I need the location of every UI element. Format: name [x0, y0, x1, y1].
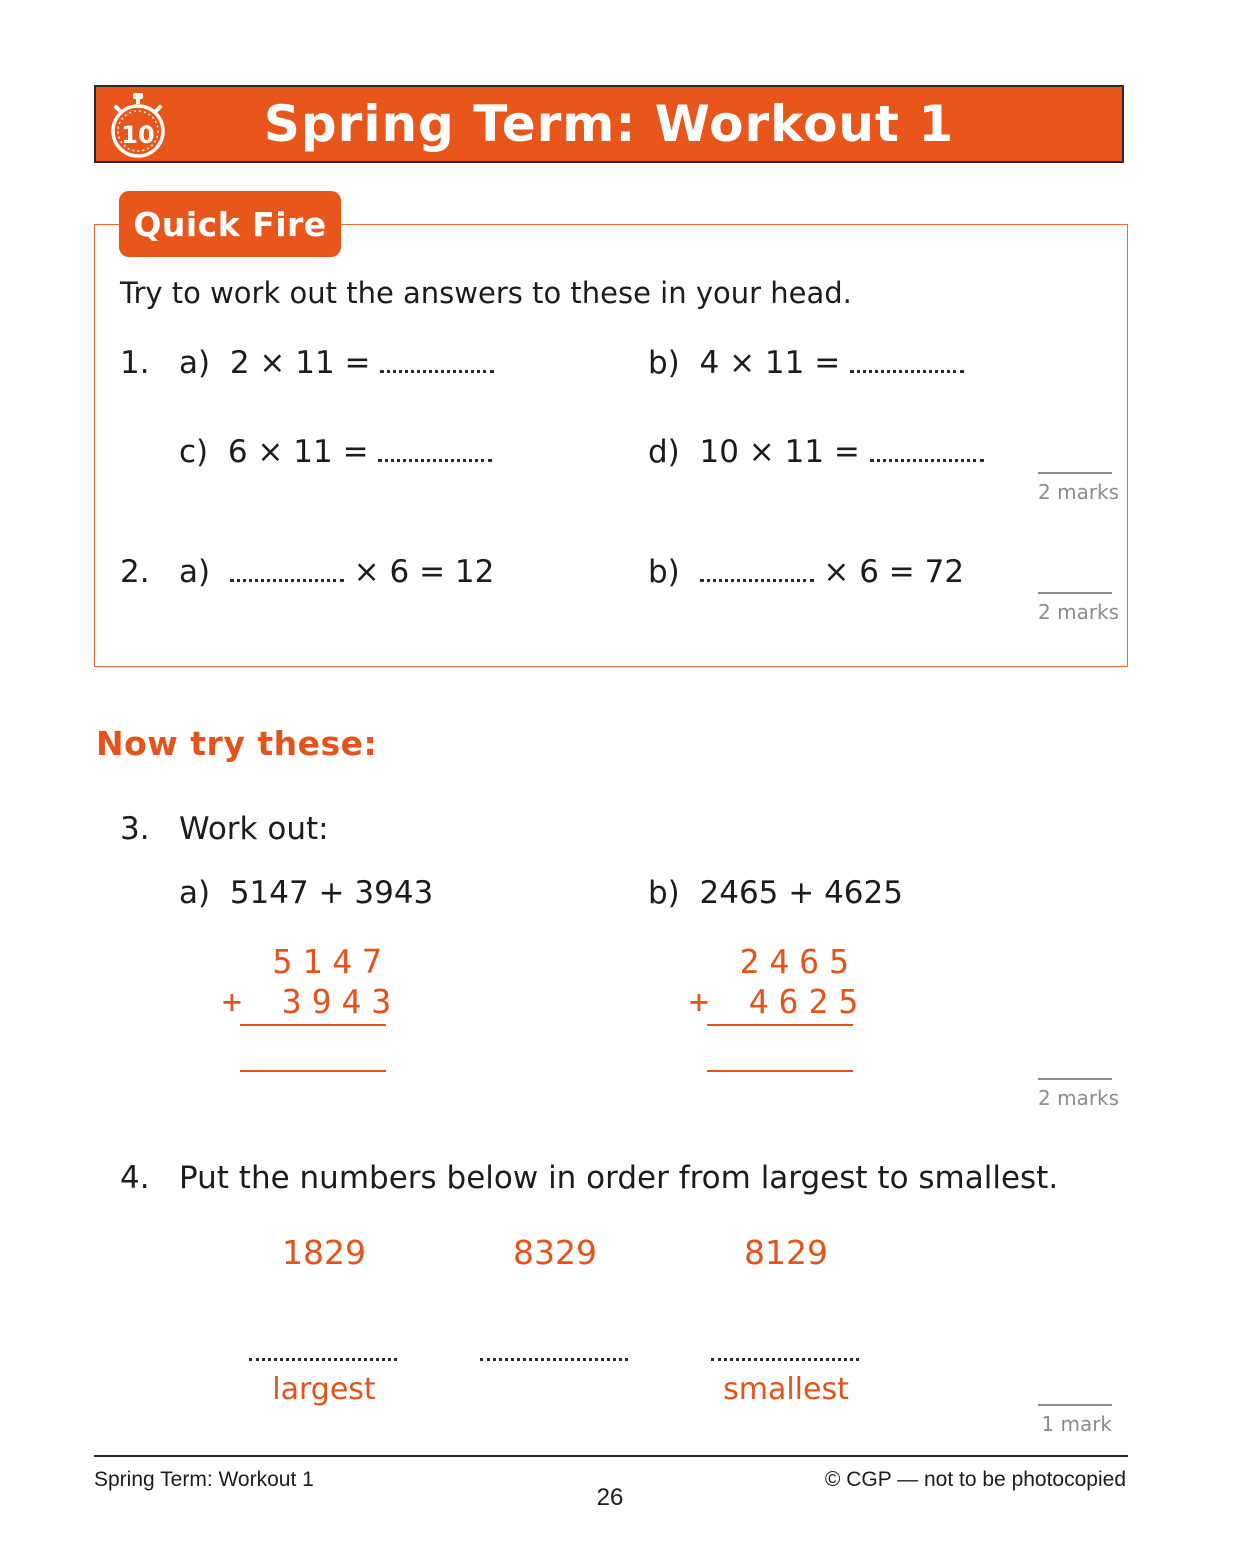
order-number-1: 1829	[282, 1233, 366, 1272]
question-1a-expression: 2 × 11 =	[229, 345, 371, 381]
order-number-2: 8329	[513, 1233, 597, 1272]
answer-line-3b[interactable]	[707, 1070, 853, 1072]
sum-line-3a	[240, 1024, 386, 1026]
question-1b-label: b)	[648, 345, 680, 381]
order-number-3: 8129	[744, 1233, 828, 1272]
sum-line-3b	[707, 1024, 853, 1026]
answer-blank-1b[interactable]	[850, 350, 964, 373]
page-title: Spring Term: Workout 1	[263, 95, 955, 153]
question-1d-label: d)	[648, 434, 680, 470]
question-1b	[648, 345, 964, 381]
question-3b-label: b)	[648, 875, 680, 911]
marks-q1: 2 marks	[1038, 472, 1112, 504]
column-addition-3b-bottom: + 4625	[689, 982, 869, 1021]
question-2a-expression: × 6 = 12	[353, 554, 495, 590]
question-2a	[179, 554, 494, 590]
column-addition-3a-bottom: + 3943	[222, 982, 402, 1021]
order-answer-blank-1[interactable]	[249, 1356, 397, 1361]
question-3-prompt: Work out:	[179, 811, 329, 847]
question-3a	[179, 875, 433, 911]
question-3-number: 3.	[120, 811, 150, 847]
marks-q3: 2 marks	[1038, 1078, 1112, 1110]
question-3a-label: a)	[179, 875, 211, 911]
label-smallest: smallest	[723, 1372, 849, 1407]
question-1d-expression: 10 × 11 =	[699, 434, 860, 470]
section-heading-now-try: Now try these:	[96, 724, 378, 763]
footer-right: © CGP — not to be photocopied	[824, 1468, 1126, 1491]
column-addition-3b-top: 2465	[739, 942, 859, 981]
answer-blank-2b[interactable]	[700, 559, 814, 582]
column-addition-3a-top: 5147	[272, 942, 392, 981]
question-2b	[648, 554, 964, 590]
question-1b-expression: 4 × 11 =	[699, 345, 841, 381]
marks-q2: 2 marks	[1038, 592, 1112, 624]
question-3b	[648, 875, 903, 911]
question-2b-expression: × 6 = 72	[823, 554, 965, 590]
label-largest: largest	[272, 1372, 376, 1407]
quick-fire-tab: Quick Fire	[119, 191, 341, 257]
question-4-number: 4.	[120, 1160, 150, 1196]
question-2-number: 2.	[120, 554, 150, 590]
order-answer-blank-2[interactable]	[480, 1356, 628, 1361]
question-1d	[648, 434, 984, 470]
page-number: 26	[596, 1484, 624, 1511]
quick-fire-instruction: Try to work out the answers to these in your head.	[120, 276, 852, 310]
answer-line-3a[interactable]	[240, 1070, 386, 1072]
footer-divider	[94, 1455, 1128, 1457]
question-1c	[179, 434, 492, 470]
question-1a-label: a)	[179, 345, 211, 381]
title-banner	[94, 85, 1124, 163]
marks-q4: 1 mark	[1038, 1404, 1112, 1436]
question-1-number: 1.	[120, 345, 150, 381]
order-answer-blank-3[interactable]	[711, 1356, 859, 1361]
question-1c-expression: 6 × 11 =	[227, 434, 369, 470]
question-2b-label: b)	[648, 554, 680, 590]
answer-blank-1c[interactable]	[378, 439, 492, 462]
footer-left: Spring Term: Workout 1	[94, 1468, 314, 1491]
question-2a-label: a)	[179, 554, 211, 590]
question-3b-expression: 2465 + 4625	[699, 875, 903, 911]
answer-blank-1d[interactable]	[870, 439, 984, 462]
answer-blank-1a[interactable]	[380, 350, 494, 373]
question-4-prompt: Put the numbers below in order from largest to smallest.	[179, 1160, 1059, 1196]
timer-minutes: 10	[121, 121, 155, 149]
question-1a	[179, 345, 494, 381]
question-3a-expression: 5147 + 3943	[229, 875, 434, 911]
answer-blank-2a[interactable]	[230, 559, 344, 582]
question-1c-label: c)	[179, 434, 209, 470]
